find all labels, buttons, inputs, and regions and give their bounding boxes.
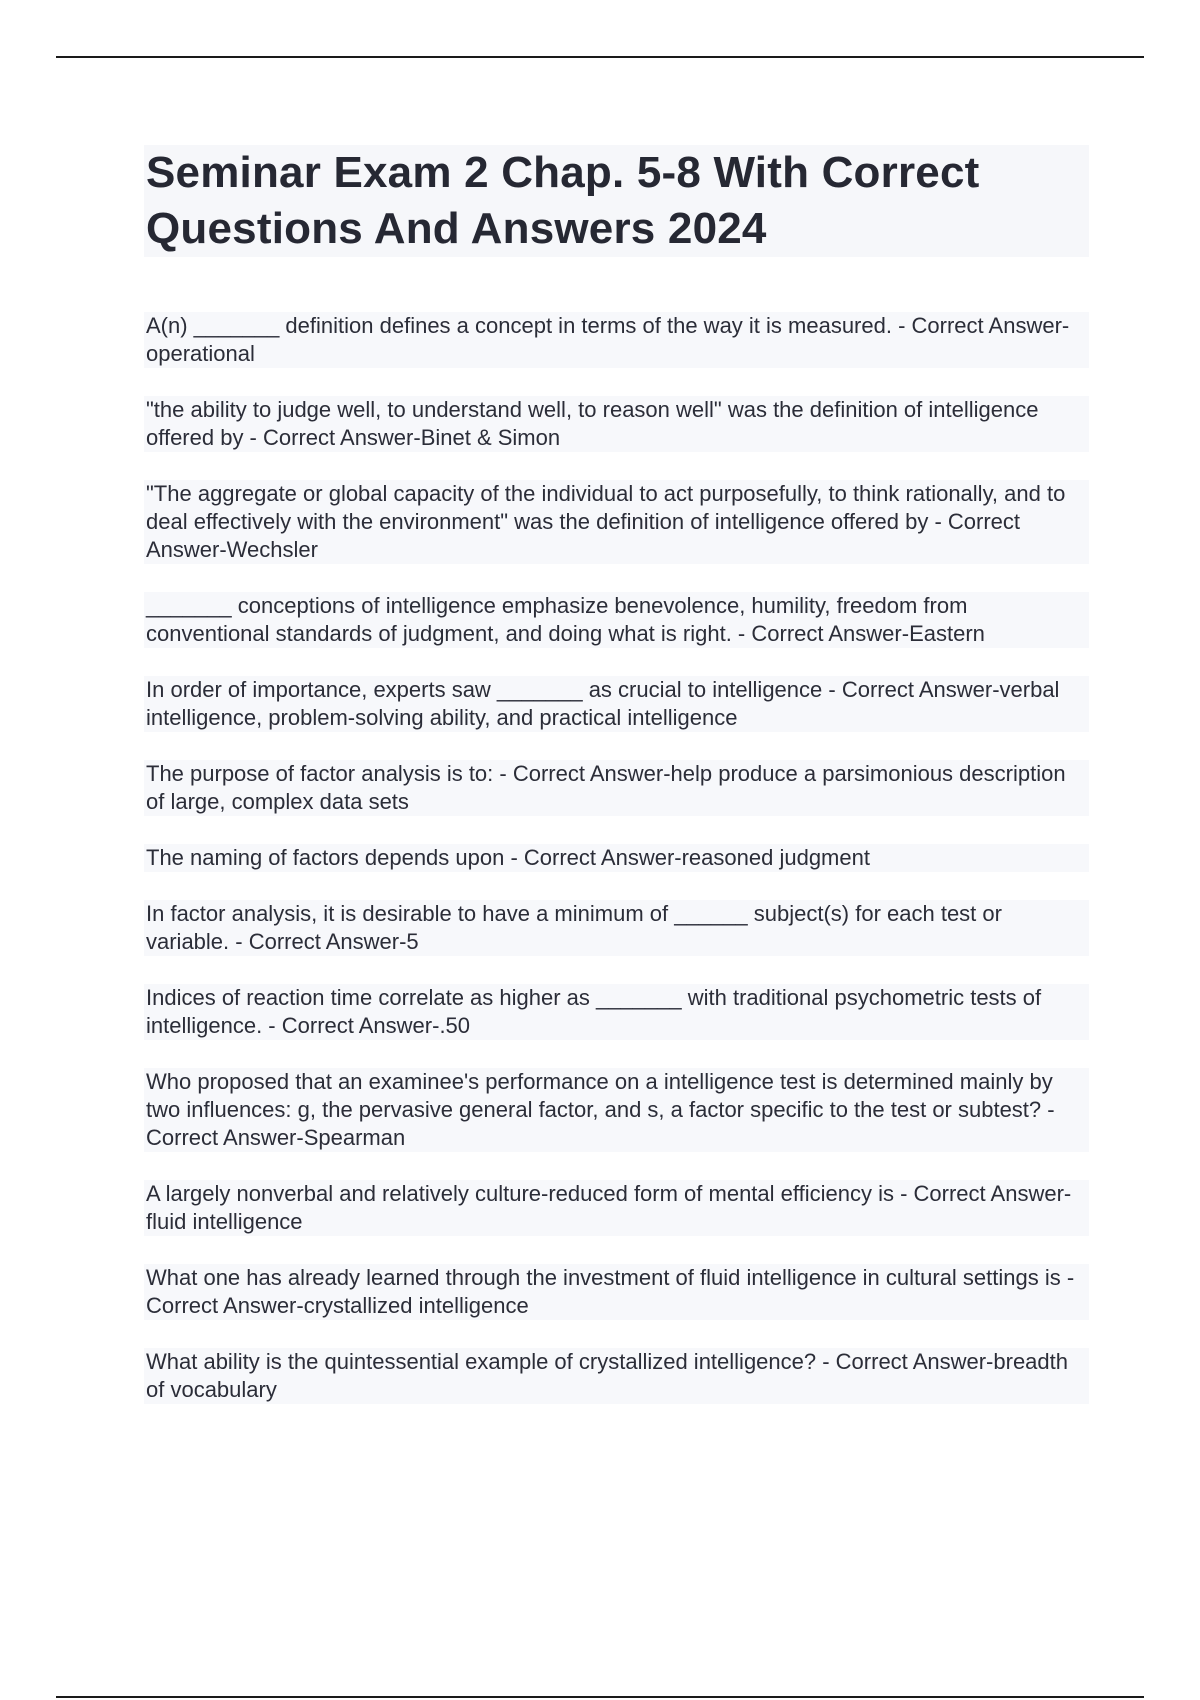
qa-item: In factor analysis, it is desirable to have a minimum of ______ subject(s) for each test or variable. - Correct Answer-5 (144, 900, 1089, 956)
qa-item: The purpose of factor analysis is to: - Correct Answer-help produce a parsimonious description of large, complex data sets (144, 760, 1089, 816)
qa-item: "the ability to judge well, to understand well, to reason well" was the definition of intelligence offered by - Correct Answer-Binet & Simon (144, 396, 1089, 452)
top-rule (56, 56, 1144, 58)
qa-item: Who proposed that an examinee's performance on a intelligence test is determined mainly by two influences: g, the pervasive general factor, and s, a factor specific to the test or subtest? - Correct Answer-Spearman (144, 1068, 1089, 1152)
qa-list (144, 312, 1089, 1432)
qa-item: A(n) _______ definition defines a concept in terms of the way it is measured. - Correct Answer-operational (144, 312, 1089, 368)
qa-item: Indices of reaction time correlate as higher as _______ with traditional psychometric tests of intelligence. - Correct Answer-.50 (144, 984, 1089, 1040)
page-title: Seminar Exam 2 Chap. 5-8 With Correct Questions And Answers 2024 (146, 148, 980, 253)
qa-item: In order of importance, experts saw _______ as crucial to intelligence - Correct Answer-verbal intelligence, problem-solving ability, and practical intelligence (144, 676, 1089, 732)
qa-item: _______ conceptions of intelligence emphasize benevolence, humility, freedom from conventional standards of judgment, and doing what is right. - Correct Answer-Eastern (144, 592, 1089, 648)
qa-item: "The aggregate or global capacity of the individual to act purposefully, to think rationally, and to deal effectively with the environment" was the definition of intelligence offered by - Correct Answer-Wechsler (144, 480, 1089, 564)
qa-item: What ability is the quintessential example of crystallized intelligence? - Correct Answer-breadth of vocabulary (144, 1348, 1089, 1404)
bottom-rule (56, 1696, 1144, 1698)
title-block (144, 145, 1089, 257)
qa-item: The naming of factors depends upon - Correct Answer-reasoned judgment (144, 844, 1089, 872)
qa-item: A largely nonverbal and relatively culture-reduced form of mental efficiency is - Correct Answer-fluid intelligence (144, 1180, 1089, 1236)
qa-item: What one has already learned through the investment of fluid intelligence in cultural settings is - Correct Answer-crystallized intelligence (144, 1264, 1089, 1320)
